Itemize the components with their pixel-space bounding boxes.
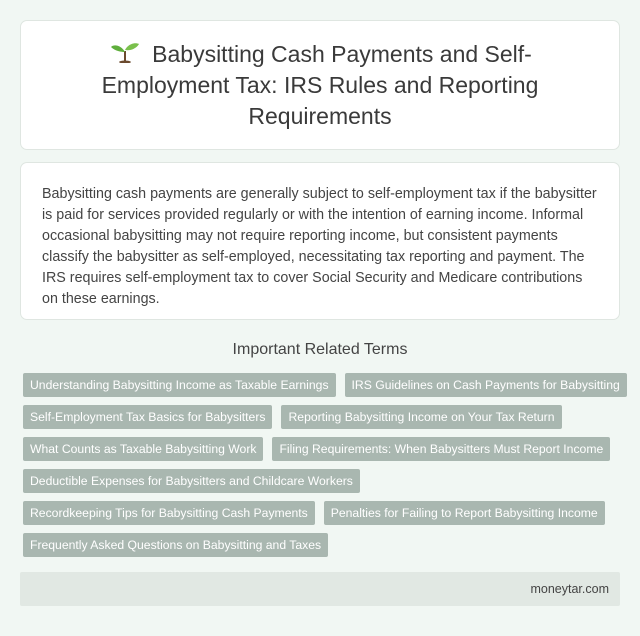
related-terms-list xyxy=(23,373,623,565)
related-terms-row xyxy=(23,405,623,429)
related-term-tag[interactable]: Filing Requirements: When Babysitters Must Report Income xyxy=(272,437,610,461)
related-term-tag[interactable]: Understanding Babysitting Income as Taxable Earnings xyxy=(23,373,336,397)
related-terms-row xyxy=(23,437,623,461)
summary-text: Babysitting cash payments are generally subject to self-employment tax if the babysitter is paid for services provided regularly or with the intention of earning income. Informal occasional babysitting may not require reporting income, but consistent payments classify the babysitter as self-employed, necessitating tax reporting and payment. The IRS requires self-employment tax to cover Social Security and Medicare contributions on these earnings. xyxy=(42,186,597,307)
related-term-tag[interactable]: Penalties for Failing to Report Babysitting Income xyxy=(324,501,605,525)
related-term-tag[interactable]: Frequently Asked Questions on Babysitting and Taxes xyxy=(23,533,328,557)
related-term-tag[interactable]: Self-Employment Tax Basics for Babysitters xyxy=(23,405,272,429)
summary-card xyxy=(20,162,620,320)
related-terms-heading: Important Related Terms xyxy=(232,341,408,358)
related-term-tag[interactable]: Recordkeeping Tips for Babysitting Cash Payments xyxy=(23,501,315,525)
page-title xyxy=(21,39,619,132)
footer-site: moneytar.com xyxy=(530,582,609,596)
sprout-icon xyxy=(108,41,142,63)
related-term-tag[interactable]: IRS Guidelines on Cash Payments for Babysitting xyxy=(345,373,627,397)
page-title-text: Babysitting Cash Payments and Self-Employment Tax: IRS Rules and Reporting Requirements xyxy=(101,40,539,129)
related-terms-row xyxy=(23,533,623,557)
related-term-tag[interactable]: Reporting Babysitting Income on Your Tax Return xyxy=(281,405,561,429)
related-terms-row xyxy=(23,373,623,397)
related-term-tag[interactable]: What Counts as Taxable Babysitting Work xyxy=(23,437,263,461)
related-terms-row xyxy=(23,469,623,493)
title-card xyxy=(20,20,620,150)
related-terms-row xyxy=(23,501,623,525)
footer xyxy=(20,572,620,606)
related-term-tag[interactable]: Deductible Expenses for Babysitters and Childcare Workers xyxy=(23,469,360,493)
